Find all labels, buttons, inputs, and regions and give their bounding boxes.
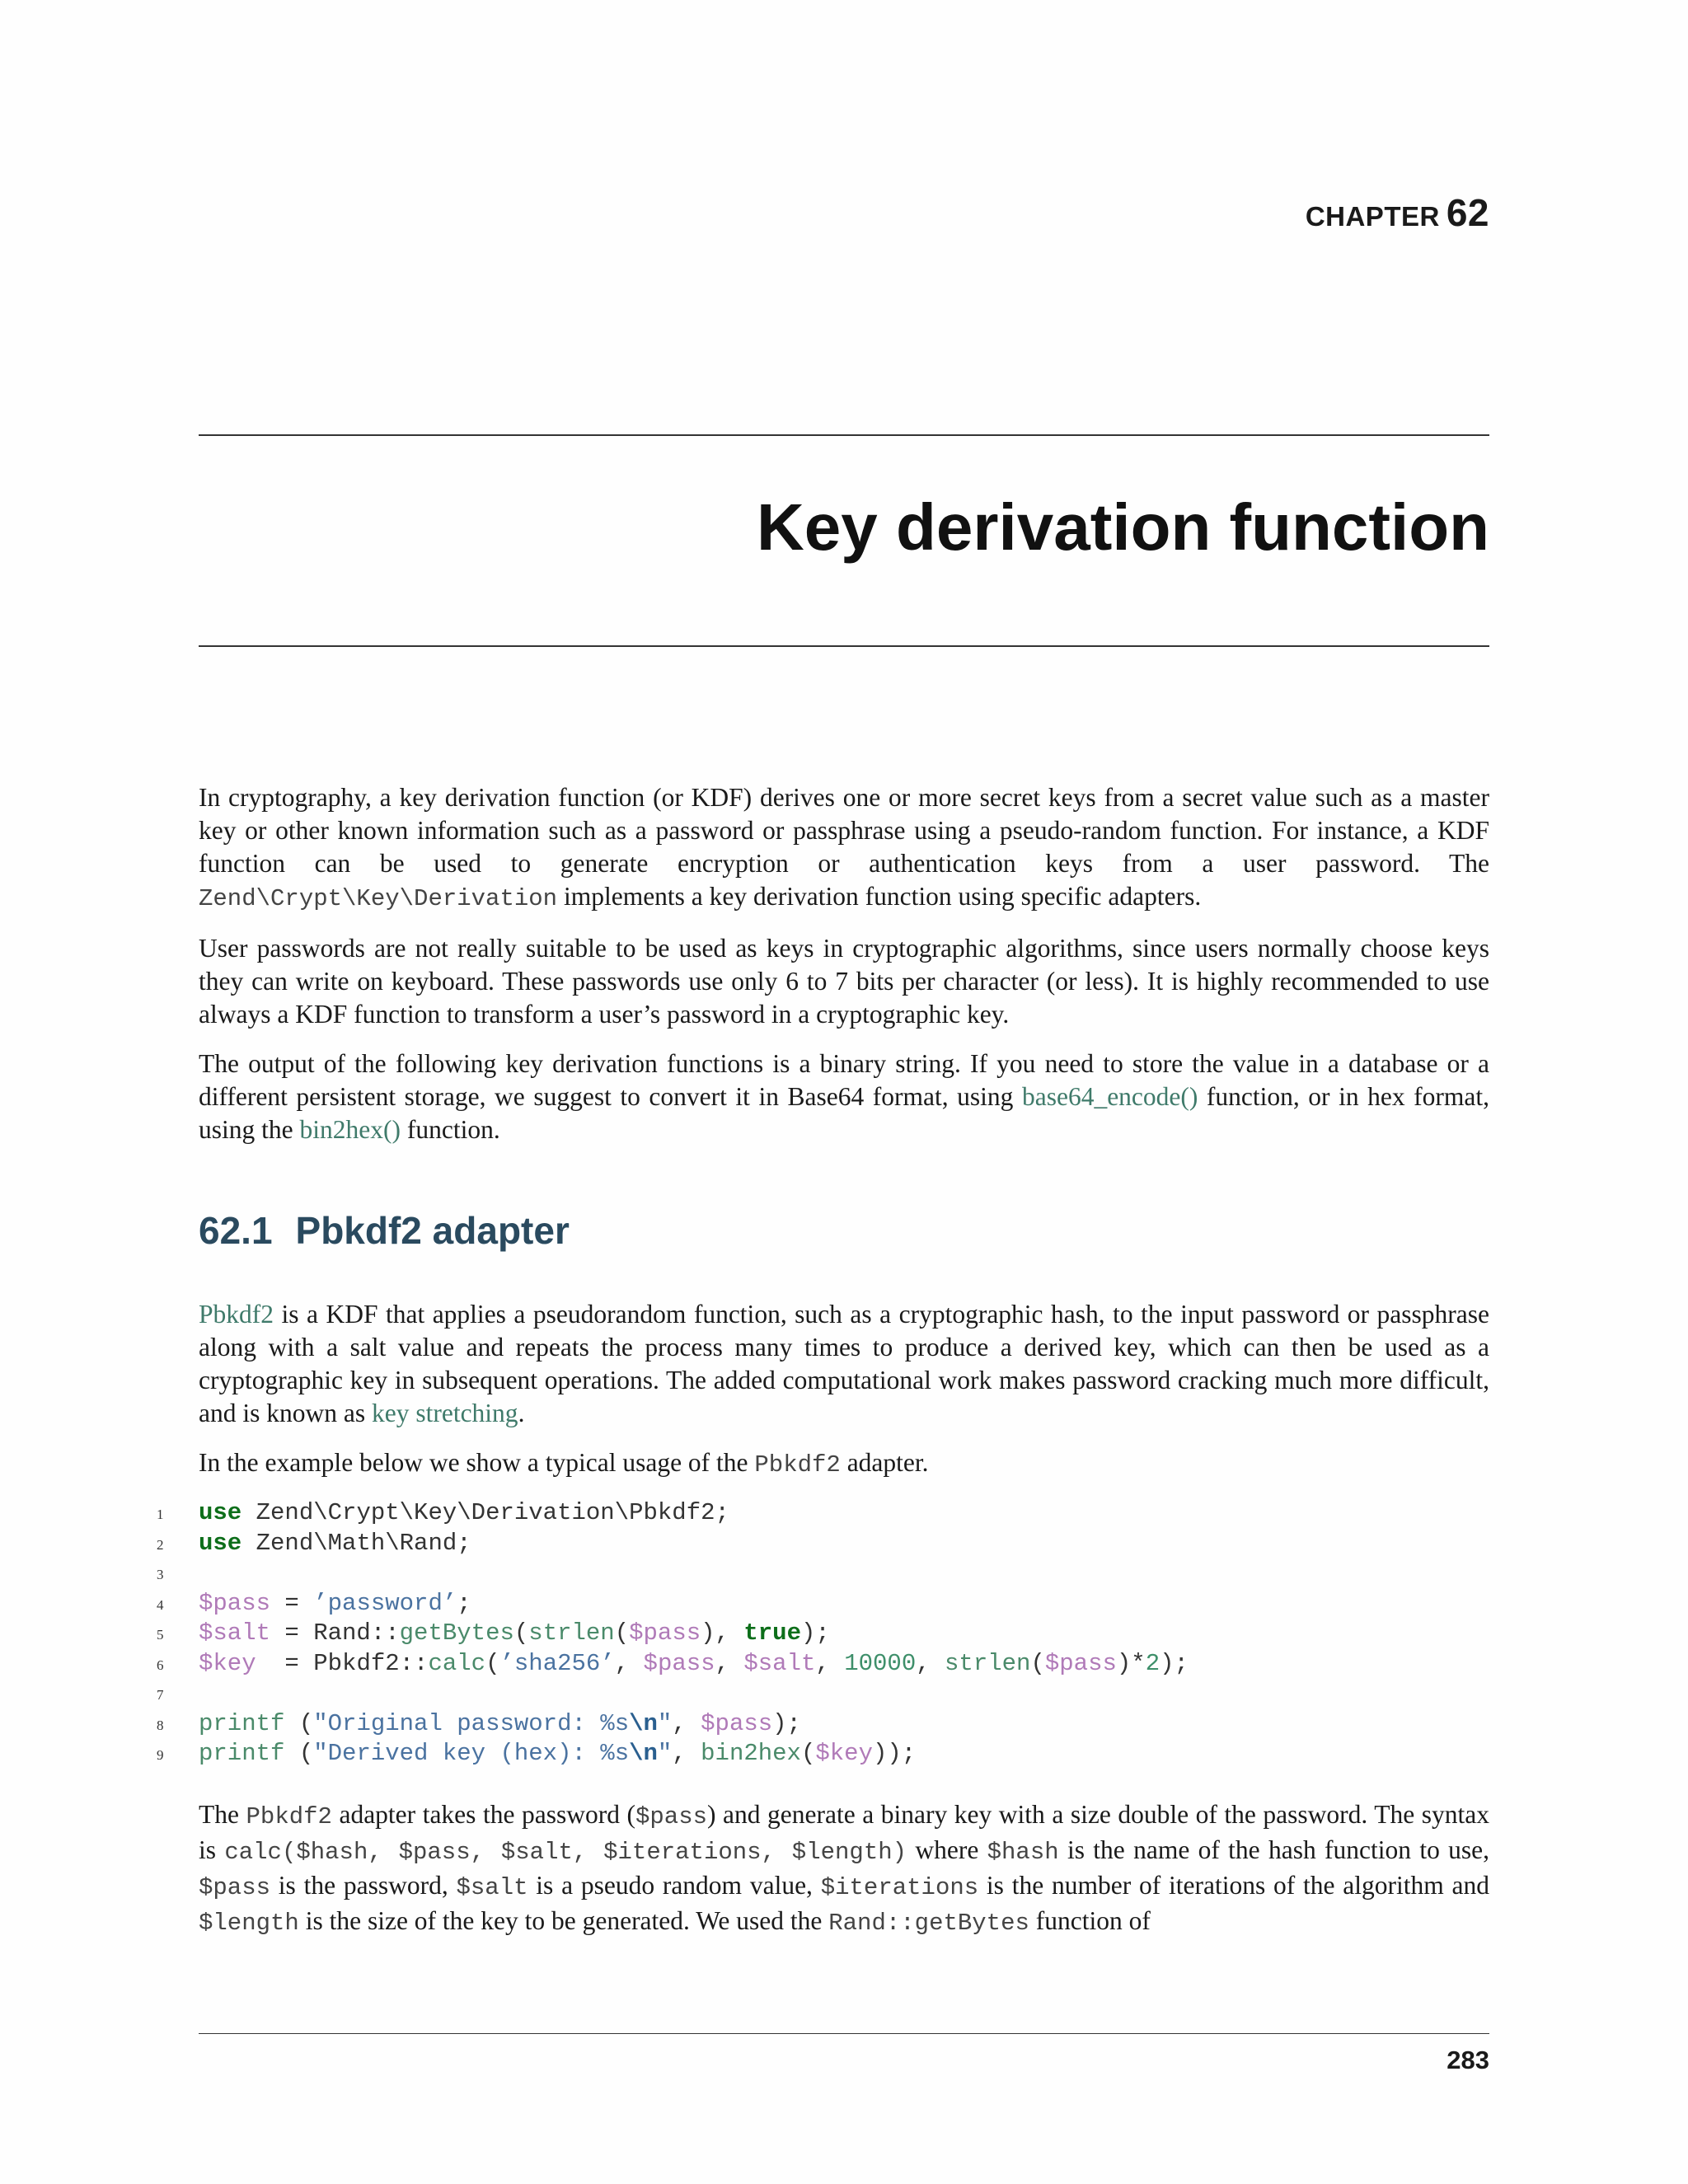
pbkdf2-link[interactable]: Pbkdf2 bbox=[199, 1300, 274, 1329]
code-token: $salt bbox=[199, 1619, 271, 1647]
text-run: is a KDF that applies a pseudorandom function, such as a cryptographic hash, to the input password or passphrase along with a salt value and repeats the process many times to produce a derived key, which can then be used as a cryptographic key in subsequent operations. The added computational work makes password cracking much more difficult, and is known as bbox=[199, 1300, 1489, 1427]
code-token: " bbox=[657, 1709, 673, 1737]
code-token: $pass bbox=[1044, 1649, 1117, 1677]
code-token: Zend\Math\Rand; bbox=[241, 1529, 471, 1557]
code-token: , bbox=[815, 1649, 845, 1677]
code-line bbox=[157, 1679, 1489, 1709]
text-run: ) and generate a binary key with a size double of the password. The syntax is bbox=[199, 1800, 1489, 1864]
code-token: ( bbox=[1030, 1649, 1045, 1677]
title-top-rule bbox=[199, 434, 1489, 436]
intro-paragraph-3 bbox=[199, 1047, 1489, 1146]
after-code-paragraph bbox=[199, 1798, 1489, 1940]
code-token: true bbox=[743, 1619, 801, 1647]
code-token: , bbox=[916, 1649, 945, 1677]
code-token: ’sha256’ bbox=[499, 1649, 615, 1677]
text-run: is the number of iterations of the algorithm and bbox=[978, 1871, 1490, 1900]
inline-code: Zend\Crypt\Key\Derivation bbox=[199, 885, 558, 912]
text-run: The output of the following key derivation functions is a binary string. If you need to store the value in a database or a different persistent storage, we suggest to convert it in Base64 format, using bbox=[199, 1049, 1489, 1111]
code-line bbox=[157, 1649, 1489, 1680]
code-token: printf bbox=[199, 1740, 285, 1767]
text-run: In the example below we show a typical usage of the bbox=[199, 1448, 755, 1477]
section-paragraph-1 bbox=[199, 1298, 1489, 1430]
text-run: The bbox=[199, 1800, 246, 1829]
line-number: 5 bbox=[157, 1627, 164, 1643]
code-token: , bbox=[672, 1740, 701, 1767]
section-heading bbox=[199, 1202, 570, 1259]
after-code-text bbox=[199, 1798, 1489, 1957]
key-stretching-link[interactable]: key stretching bbox=[371, 1399, 518, 1427]
line-number: 1 bbox=[157, 1507, 164, 1522]
code-token: ’password’ bbox=[313, 1589, 457, 1617]
text-run: implements a key derivation function using specific adapters. bbox=[557, 882, 1202, 911]
text-run: adapter. bbox=[840, 1448, 929, 1477]
code-line bbox=[157, 1589, 1489, 1619]
text-run: is the size of the key to be generated. We used the bbox=[298, 1906, 829, 1935]
chapter-number: 62 bbox=[1446, 191, 1489, 234]
code-token: 2 bbox=[1145, 1649, 1160, 1677]
code-token: ); bbox=[1160, 1649, 1189, 1677]
code-token: Zend\Crypt\Key\Derivation\Pbkdf2; bbox=[241, 1499, 729, 1526]
code-token: $pass bbox=[199, 1589, 271, 1617]
text-run: is a pseudo random value, bbox=[528, 1871, 821, 1900]
code-token: , bbox=[672, 1709, 701, 1737]
title-bottom-rule bbox=[199, 645, 1489, 647]
text-run: . bbox=[518, 1399, 525, 1427]
code-token: strlen bbox=[945, 1649, 1031, 1677]
code-token: ( bbox=[513, 1619, 529, 1647]
text-run: where bbox=[907, 1835, 987, 1864]
code-token: bin2hex bbox=[701, 1740, 801, 1767]
code-line bbox=[157, 1529, 1489, 1559]
text-run: function, or in hex format, using the bbox=[199, 1082, 1489, 1144]
intro-text bbox=[199, 781, 1489, 1163]
code-token: = bbox=[270, 1589, 314, 1617]
inline-code: $iterations bbox=[820, 1874, 979, 1901]
code-line bbox=[157, 1709, 1489, 1740]
line-number: 9 bbox=[157, 1747, 164, 1763]
code-line bbox=[157, 1558, 1489, 1589]
code-line bbox=[157, 1619, 1489, 1649]
page-title: Key derivation function bbox=[757, 490, 1489, 564]
code-token: )); bbox=[873, 1740, 917, 1767]
code-token: "Original password: %s bbox=[313, 1709, 630, 1737]
code-line bbox=[157, 1739, 1489, 1769]
inline-code: Rand::getBytes bbox=[828, 1910, 1029, 1937]
chapter-word: CHAPTER bbox=[1305, 201, 1440, 232]
inline-code: $salt bbox=[456, 1874, 528, 1901]
section-title: Pbkdf2 adapter bbox=[295, 1209, 570, 1252]
code-token: $key bbox=[199, 1649, 256, 1677]
code-token: $pass bbox=[629, 1619, 701, 1647]
inline-code: $length bbox=[199, 1910, 299, 1937]
code-token: " bbox=[657, 1740, 673, 1767]
line-number: 8 bbox=[157, 1717, 164, 1733]
code-token: ( bbox=[284, 1709, 314, 1737]
code-token: ( bbox=[614, 1619, 630, 1647]
text-run: adapter takes the password ( bbox=[331, 1800, 635, 1829]
code-token: ); bbox=[800, 1619, 830, 1647]
text-run: In cryptography, a key derivation function (or KDF) derives one or more secret keys from a secret value such as a master key or other known information such as a password or passphrase using a pseudo-random function. For instance, a KDF function can be used to generate encryption or authentication keys from a user password. The bbox=[199, 783, 1489, 878]
code-token: "Derived key (hex): %s bbox=[313, 1740, 630, 1767]
text-run: function of bbox=[1029, 1906, 1151, 1935]
code-token: use bbox=[199, 1499, 242, 1526]
code-token: ( bbox=[284, 1740, 314, 1767]
text-run: function. bbox=[400, 1115, 500, 1144]
code-token: $pass bbox=[701, 1709, 773, 1737]
line-number: 4 bbox=[157, 1596, 164, 1613]
inline-code: $pass bbox=[635, 1803, 707, 1830]
code-token: = Pbkdf2:: bbox=[256, 1649, 429, 1677]
section-text bbox=[199, 1298, 1489, 1498]
code-token: , bbox=[614, 1649, 644, 1677]
intro-paragraph-2: User passwords are not really suitable to be used as keys in cryptographic algorithms, since users normally choose keys they can write on keyboard. These passwords use only 6 to 7 bits per character (or less). It is highly recommended to use always a KDF function to transform a user’s password in a cryptographic key. bbox=[199, 934, 1489, 1029]
code-token: , bbox=[715, 1649, 744, 1677]
chapter-label bbox=[1306, 188, 1489, 241]
code-token: ; bbox=[457, 1589, 471, 1617]
inline-code: Pbkdf2 bbox=[246, 1803, 332, 1830]
page-number: 283 bbox=[1447, 2046, 1489, 2074]
line-number: 3 bbox=[157, 1567, 164, 1582]
footer-rule bbox=[199, 2033, 1489, 2034]
code-token: calc bbox=[428, 1649, 486, 1677]
inline-code: $pass bbox=[199, 1874, 271, 1901]
code-token: = Rand:: bbox=[270, 1619, 400, 1647]
line-number: 2 bbox=[157, 1536, 164, 1553]
code-block bbox=[157, 1498, 1489, 1769]
line-number: 6 bbox=[157, 1657, 164, 1673]
code-token: strlen bbox=[528, 1619, 615, 1647]
text-run: is the name of the hash function to use, bbox=[1058, 1835, 1489, 1864]
code-token: \n bbox=[629, 1709, 658, 1737]
code-token: printf bbox=[199, 1709, 285, 1737]
inline-code: calc($hash, $pass, $salt, $iterations, $length) bbox=[224, 1839, 907, 1866]
text-run: is the password, bbox=[270, 1871, 457, 1900]
code-token: ( bbox=[800, 1740, 816, 1767]
code-token: $salt bbox=[743, 1649, 816, 1677]
code-token: ); bbox=[772, 1709, 801, 1737]
base64-encode-link[interactable]: base64_encode() bbox=[1021, 1082, 1198, 1111]
intro-paragraph-1 bbox=[199, 781, 1489, 916]
code-token: getBytes bbox=[399, 1619, 514, 1647]
inline-code: $hash bbox=[987, 1839, 1059, 1866]
line-number: 7 bbox=[157, 1687, 164, 1703]
section-paragraph-2 bbox=[199, 1446, 1489, 1482]
code-line bbox=[157, 1498, 1489, 1529]
code-token: )* bbox=[1116, 1649, 1146, 1677]
code-token: 10000 bbox=[844, 1649, 917, 1677]
code-token: $pass bbox=[643, 1649, 715, 1677]
section-number: 62.1 bbox=[199, 1209, 273, 1252]
code-token: ( bbox=[485, 1649, 500, 1677]
code-token: use bbox=[199, 1529, 242, 1557]
code-token: $key bbox=[815, 1740, 873, 1767]
code-token: \n bbox=[629, 1740, 658, 1767]
bin2hex-link[interactable]: bin2hex() bbox=[299, 1115, 401, 1144]
code-token: ), bbox=[701, 1619, 744, 1647]
inline-code: Pbkdf2 bbox=[754, 1451, 841, 1479]
